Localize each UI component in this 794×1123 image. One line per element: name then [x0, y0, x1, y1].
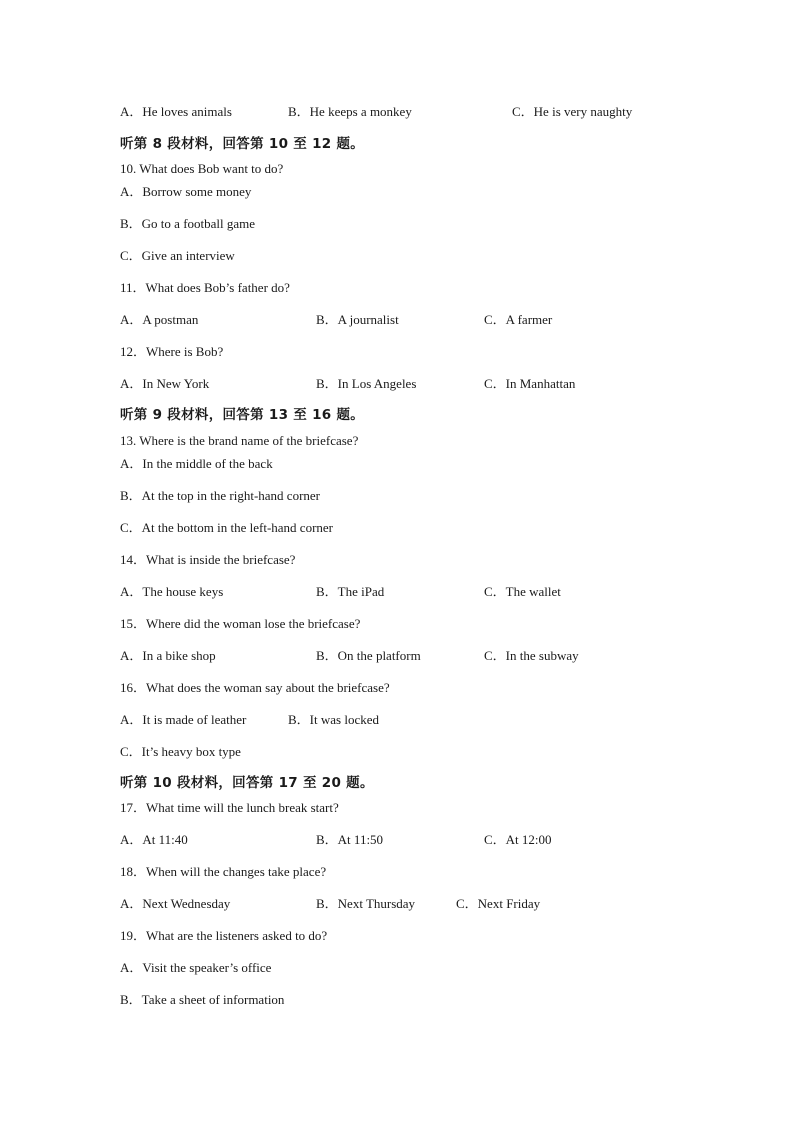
answer-option: B．Take a sheet of information	[120, 992, 285, 1007]
answer-option: B．Go to a football game	[120, 216, 256, 231]
answer-option: B．He keeps a monkey	[288, 104, 412, 119]
options-line	[0, 990, 794, 1010]
question-line	[0, 159, 794, 179]
options-line	[0, 742, 794, 762]
answer-option: C．At the bottom in the left-hand corner	[120, 520, 334, 535]
answer-option: B．On the platform	[316, 648, 421, 663]
question-line	[0, 278, 794, 298]
answer-option: C．It’s heavy box type	[120, 744, 241, 759]
section-header	[0, 405, 794, 425]
answer-option: B．At 11:50	[316, 832, 384, 847]
question-line	[0, 926, 794, 946]
answer-option: B．The iPad	[316, 584, 385, 599]
question-text: 16．What does the woman say about the briefcase?	[120, 680, 390, 695]
answer-option: A．The house keys	[120, 584, 224, 599]
question-text: 14．What is inside the briefcase?	[120, 552, 296, 567]
answer-option: C．He is very naughty	[512, 104, 633, 119]
answer-option: C．At 12:00	[484, 832, 552, 847]
answer-option: C．In the subway	[484, 648, 579, 663]
question-text: 11．What does Bob’s father do?	[120, 280, 290, 295]
options-line	[0, 830, 794, 850]
answer-option: A．In the middle of the back	[120, 456, 273, 471]
answer-option: C．Next Friday	[456, 896, 541, 911]
options-line	[0, 182, 794, 202]
answer-option: B．It was locked	[288, 712, 379, 727]
answer-option: C．Give an interview	[120, 248, 235, 263]
question-text: 15．Where did the woman lose the briefcase?	[120, 616, 361, 631]
options-line	[0, 894, 794, 914]
answer-option: A．It is made of leather	[120, 712, 247, 727]
options-line	[0, 102, 794, 122]
question-text: 10. What does Bob want to do?	[120, 161, 284, 176]
answer-option: C．The wallet	[484, 584, 561, 599]
answer-option: A．A postman	[120, 312, 199, 327]
options-line	[0, 582, 794, 602]
options-line	[0, 310, 794, 330]
question-text: 17．What time will the lunch break start?	[120, 800, 339, 815]
question-line	[0, 678, 794, 698]
section-header-text: 听第 9 段材料，回答第 13 至 16 题。	[120, 407, 365, 423]
question-text: 13. Where is the brand name of the briefcase?	[120, 433, 359, 448]
answer-option: B．In Los Angeles	[316, 376, 417, 391]
answer-option: A．Visit the speaker’s office	[120, 960, 272, 975]
question-text: 18．When will the changes take place?	[120, 864, 327, 879]
options-line	[0, 958, 794, 978]
section-header-text: 听第 10 段材料，回答第 17 至 20 题。	[120, 775, 374, 791]
options-line	[0, 710, 794, 730]
answer-option: C．A farmer	[484, 312, 553, 327]
answer-option: C．In Manhattan	[484, 376, 576, 391]
answer-option: B．Next Thursday	[316, 896, 416, 911]
section-header-text: 听第 8 段材料，回答第 10 至 12 题。	[120, 136, 365, 152]
options-line	[0, 518, 794, 538]
question-line	[0, 862, 794, 882]
answer-option: B．A journalist	[316, 312, 399, 327]
options-line	[0, 374, 794, 394]
options-line	[0, 646, 794, 666]
answer-option: A．Borrow some money	[120, 184, 252, 199]
answer-option: A．He loves animals	[120, 104, 232, 119]
options-line	[0, 246, 794, 266]
options-line	[0, 486, 794, 506]
answer-option: B．At the top in the right-hand corner	[120, 488, 321, 503]
question-text: 19．What are the listeners asked to do?	[120, 928, 328, 943]
question-text: 12．Where is Bob?	[120, 344, 224, 359]
answer-option: A．In New York	[120, 376, 210, 391]
question-line	[0, 342, 794, 362]
question-line	[0, 798, 794, 818]
options-line	[0, 454, 794, 474]
options-line	[0, 214, 794, 234]
answer-option: A．In a bike shop	[120, 648, 216, 663]
answer-option: A．Next Wednesday	[120, 896, 231, 911]
question-line	[0, 431, 794, 451]
section-header	[0, 134, 794, 154]
section-header	[0, 773, 794, 793]
answer-option: A．At 11:40	[120, 832, 188, 847]
question-line	[0, 614, 794, 634]
question-line	[0, 550, 794, 570]
